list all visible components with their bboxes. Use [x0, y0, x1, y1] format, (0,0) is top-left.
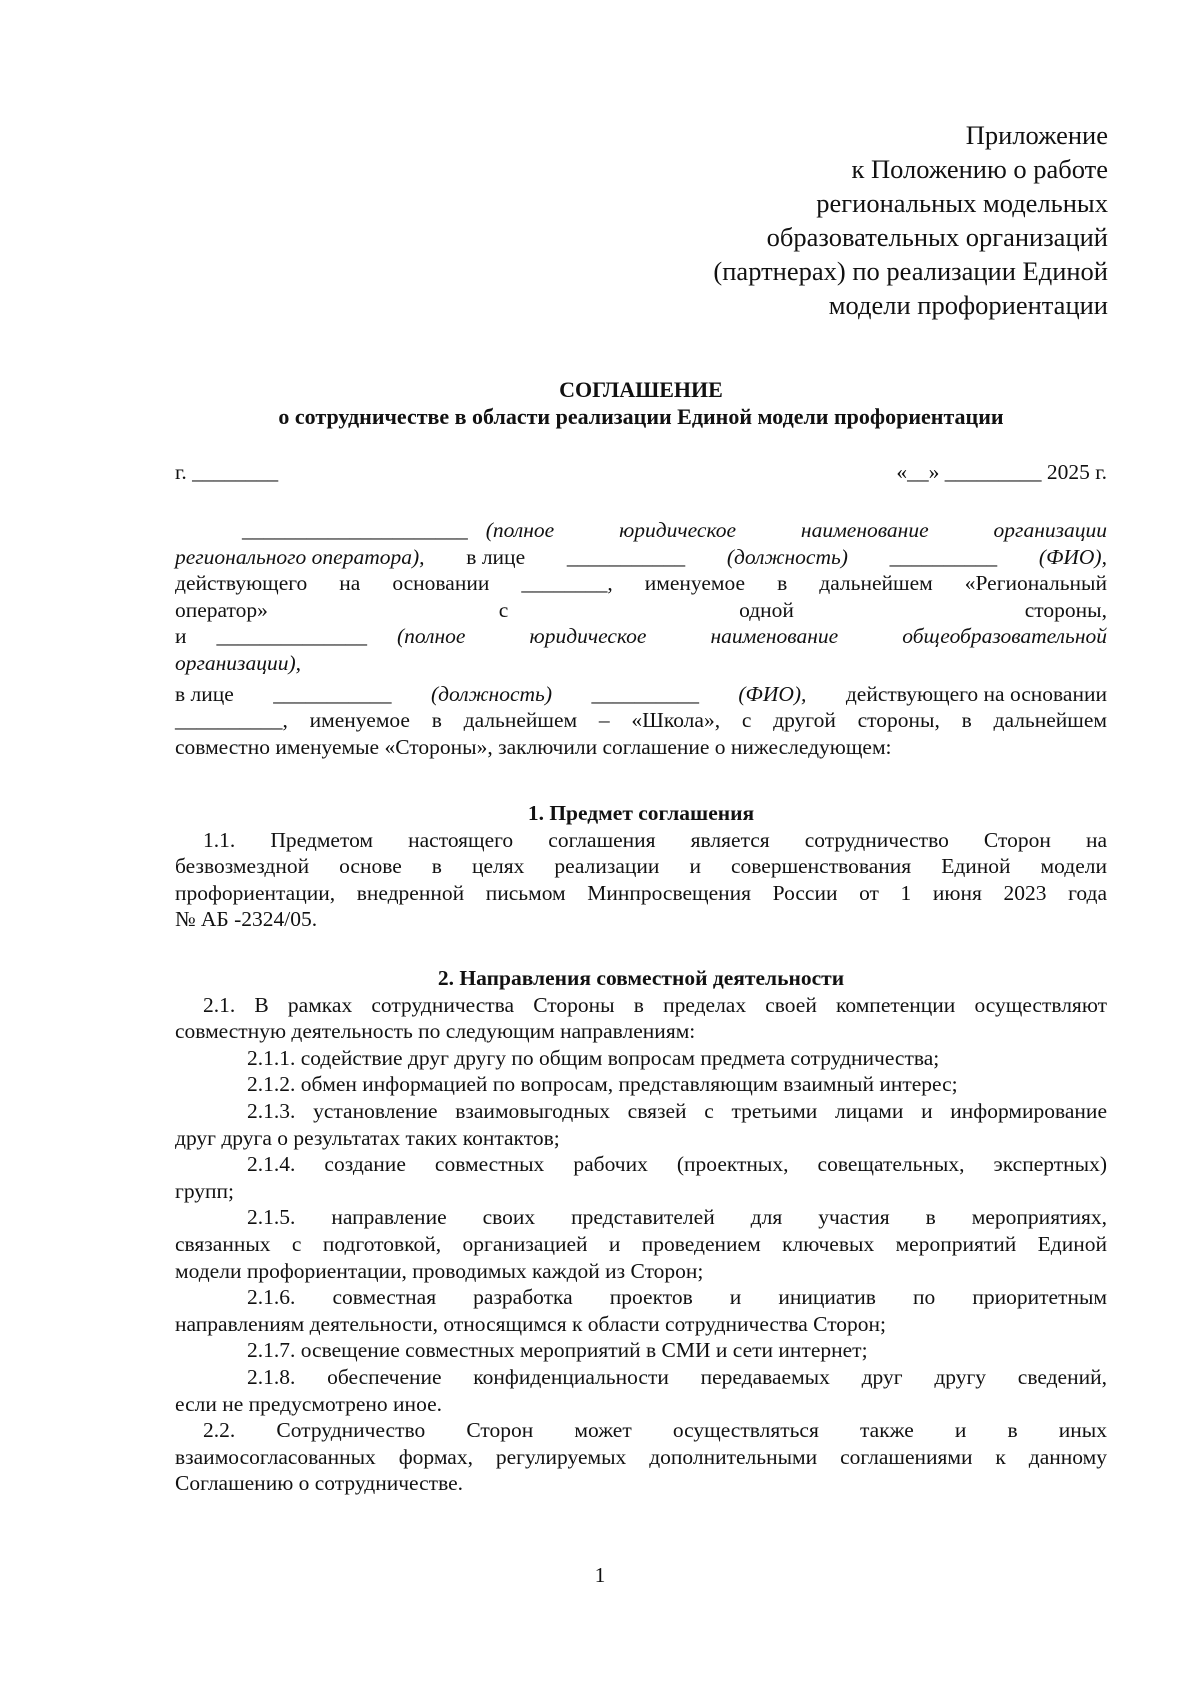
blank-field: ___________ — [566, 544, 686, 569]
text: в лице — [466, 544, 526, 569]
section-2 — [175, 965, 1107, 1497]
blank-field: ___________ — [273, 681, 392, 706]
paragraph-line: совместную деятельность по следующим направлениям: — [175, 1019, 696, 1044]
paragraph-line: направлениям деятельности, относящимся к области сотрудничества Сторон; — [175, 1311, 887, 1336]
text: стороны, — [1024, 597, 1107, 622]
paragraph-line: 2.1.3. установление взаимовыгодных связей с третьими лицами и информирование — [247, 1098, 1107, 1123]
paragraph-line: 1.1. Предметом настоящего соглашения является сотрудничество Сторон на — [203, 827, 1107, 852]
appendix-line: модели профориентации — [828, 290, 1108, 320]
text: в лице — [175, 681, 234, 706]
page-number: 1 — [594, 1563, 606, 1587]
preamble-line-7 — [175, 681, 1107, 708]
paragraph-line: 2.1.8. обеспечение конфиденциальности передаваемых друг другу сведений, — [247, 1364, 1107, 1389]
paragraph-line: друг друга о результатах таких контактов; — [175, 1125, 560, 1150]
place-date-row — [175, 460, 1107, 485]
paragraph-line: групп; — [175, 1178, 235, 1203]
blank-field: __________ — [591, 681, 699, 706]
paragraph-line: № АБ -2324/05. — [175, 907, 318, 932]
italic-hint: (полное юридическое наименование организации — [485, 518, 1107, 542]
appendix-line: (партнерах) по реализации Единой — [713, 256, 1108, 286]
preamble-line-8: __________, именуемое в дальнейшем – «Школа», с другой стороны, в дальнейшем — [175, 708, 1107, 733]
italic-hint: (полное юридическое наименование общеобразовательной — [397, 624, 1107, 649]
italic-hint: (ФИО), — [1038, 544, 1107, 569]
appendix-line: региональных модельных — [816, 188, 1108, 218]
date-field: «__» _________ 2025 г. — [896, 460, 1107, 484]
paragraph-line: модели профориентации, проводимых каждой из Сторон; — [175, 1258, 704, 1283]
blank-field: _____________________ — [242, 518, 468, 542]
blank-field: ______________ — [216, 624, 368, 649]
document-title: СОГЛАШЕНИЕ — [559, 377, 723, 402]
text: с — [498, 597, 509, 622]
italic-hint: регионального оператора), — [175, 544, 425, 569]
paragraph-line: Соглашению о сотрудничестве. — [175, 1471, 464, 1496]
appendix-line: Приложение — [965, 120, 1108, 150]
section-1 — [175, 800, 1107, 933]
italic-hint: (должность) — [726, 544, 848, 569]
italic-hint: (должность) — [430, 681, 552, 706]
section-heading: 1. Предмет соглашения — [527, 801, 755, 825]
paragraph-line: 2.1.2. обмен информацией по вопросам, представляющим взаимный интерес; — [247, 1072, 958, 1097]
text: одной — [739, 597, 794, 622]
paragraph-line: взаимосогласованных формах, регулируемых дополнительными соглашениями к данному — [175, 1444, 1107, 1469]
preamble-line-9: совместно именуемые «Стороны», заключили соглашение о нижеследующем: — [175, 734, 892, 759]
paragraph-line: 2.1.6. совместная разработка проектов и инициатив по приоритетным — [247, 1285, 1107, 1310]
preamble — [175, 517, 1107, 760]
preamble-line-2 — [175, 544, 1107, 571]
paragraph-line: 2.2. Сотрудничество Сторон может осуществляться также и в иных — [203, 1418, 1107, 1443]
paragraph-line: 2.1.7. освещение совместных мероприятий в СМИ и сети интернет; — [247, 1338, 868, 1363]
paragraph-line: 2.1.5. направление своих представителей для участия в мероприятиях, — [247, 1205, 1107, 1230]
text: и — [175, 624, 187, 649]
appendix-line: образовательных организаций — [766, 222, 1108, 252]
preamble-line-6: организации), — [175, 650, 301, 675]
section-heading: 2. Направления совместной деятельности — [437, 966, 845, 990]
document-subtitle: о сотрудничестве в области реализации Единой модели профориентации — [278, 404, 1004, 429]
paragraph-line: безвозмездной основе в целях реализации и совершенствования Единой модели — [175, 854, 1107, 879]
paragraph-line: если не предусмотрено иное. — [175, 1391, 442, 1416]
preamble-line-4 — [175, 597, 1107, 624]
italic-hint: (ФИО), — [738, 681, 807, 706]
appendix-line: к Положению о работе — [851, 154, 1108, 184]
paragraph-line: профориентации, внедренной письмом Минпросвещения России от 1 июня 2023 года — [175, 880, 1107, 905]
preamble-line-1 — [175, 517, 1107, 544]
paragraph-line: 2.1.1. содействие друг другу по общим вопросам предмета сотрудничества; — [247, 1045, 940, 1070]
text: оператор» — [175, 597, 268, 622]
preamble-line-3: действующего на основании ________, именуемое в дальнейшем «Региональный — [175, 571, 1107, 596]
paragraph-line: 2.1.4. создание совместных рабочих (проектных, совещательных, экспертных) — [247, 1152, 1107, 1177]
paragraph-line: связанных с подготовкой, организацией и проведением ключевых мероприятий Единой — [175, 1231, 1107, 1256]
preamble-line-5 — [175, 623, 1107, 650]
blank-field: __________ — [889, 544, 998, 569]
place-field: г. ________ — [175, 460, 279, 484]
paragraph-line: 2.1. В рамках сотрудничества Стороны в пределах своей компетенции осуществляют — [203, 992, 1107, 1017]
text: действующего на основании — [845, 681, 1107, 706]
appendix-header — [713, 118, 1108, 322]
